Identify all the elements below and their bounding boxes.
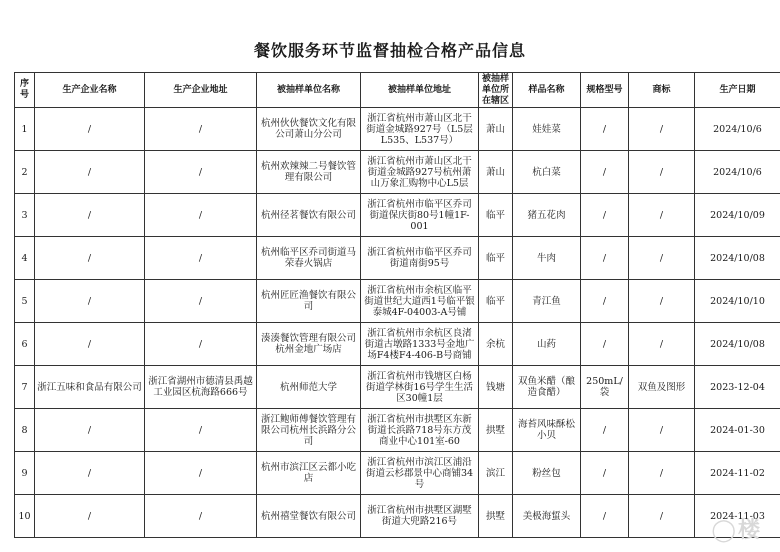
production-date-cell: 2024/10/6 [695, 108, 780, 151]
sampled-unit-address-cell: 浙江省杭州市余杭区良渚街道古墩路1333号金地广场F4楼F4-406-B号商铺 [361, 323, 479, 366]
sampled-unit-address-cell: 浙江省杭州市拱墅区湖墅街道大兜路216号 [361, 495, 479, 538]
sample-name-cell: 美极海蜇头 [513, 495, 581, 538]
producer-address-cell: / [145, 495, 257, 538]
sampled-unit-address-cell: 浙江省杭州市钱塘区白杨街道学林街16号学生生活区30幢1层 [361, 366, 479, 409]
column-header: 样品名称 [513, 73, 581, 108]
producer-name-cell: / [35, 323, 145, 366]
sampled-unit-address-cell: 浙江省杭州市拱墅区东新街道长浜路718号东方茂商业中心101室-60 [361, 409, 479, 452]
sample-name-cell: 海苔风味酥松小贝 [513, 409, 581, 452]
trademark-cell: / [629, 452, 695, 495]
sample-name-cell: 粉丝包 [513, 452, 581, 495]
producer-address-cell: / [145, 452, 257, 495]
row-number-cell: 5 [15, 280, 35, 323]
district-cell: 余杭 [479, 323, 513, 366]
producer-address-cell: / [145, 409, 257, 452]
sample-name-cell: 猪五花肉 [513, 194, 581, 237]
spec-cell: / [581, 452, 629, 495]
column-header: 商标 [629, 73, 695, 108]
spec-cell: / [581, 323, 629, 366]
sampled-unit-name-cell: 杭州匠匠渔餐饮有限公司 [257, 280, 361, 323]
row-number-cell: 2 [15, 151, 35, 194]
table-row [15, 495, 780, 538]
sampled-unit-address-cell: 浙江省杭州市萧山区北干街道金城路927号杭州萧山万象汇购物中心L5层 [361, 151, 479, 194]
sampled-unit-address-cell: 浙江省杭州市余杭区临平街道世纪大道西1号临平银泰城4F-04003-A号铺 [361, 280, 479, 323]
table-row [15, 151, 780, 194]
trademark-cell: / [629, 151, 695, 194]
table-row [15, 323, 780, 366]
column-header: 被抽样单位地址 [361, 73, 479, 108]
row-number-cell: 9 [15, 452, 35, 495]
sample-name-cell: 娃娃菜 [513, 108, 581, 151]
production-date-cell: 2024/10/09 [695, 194, 780, 237]
spec-cell: / [581, 237, 629, 280]
inspection-table [14, 72, 780, 538]
district-cell: 萧山 [479, 151, 513, 194]
producer-name-cell: / [35, 495, 145, 538]
row-number-cell: 1 [15, 108, 35, 151]
trademark-cell: / [629, 108, 695, 151]
producer-address-cell: / [145, 323, 257, 366]
producer-address-cell: / [145, 108, 257, 151]
spec-cell: / [581, 409, 629, 452]
production-date-cell: 2024/10/08 [695, 237, 780, 280]
row-number-cell: 3 [15, 194, 35, 237]
table-body [15, 108, 780, 538]
producer-name-cell: / [35, 194, 145, 237]
district-cell: 拱墅 [479, 495, 513, 538]
district-cell: 临平 [479, 280, 513, 323]
spec-cell: / [581, 108, 629, 151]
spec-cell: 250mL/袋 [581, 366, 629, 409]
sampled-unit-name-cell: 杭州伙伙餐饮文化有限公司萧山分公司 [257, 108, 361, 151]
spec-cell: / [581, 151, 629, 194]
sampled-unit-name-cell: 杭州师范大学 [257, 366, 361, 409]
trademark-cell: / [629, 495, 695, 538]
column-header: 生产企业地址 [145, 73, 257, 108]
watermark-logo: ◯楼 [711, 518, 762, 543]
sampled-unit-address-cell: 浙江省杭州市滨江区浦沿街道云杉郡景中心商铺34号 [361, 452, 479, 495]
producer-address-cell: / [145, 194, 257, 237]
sample-name-cell: 牛肉 [513, 237, 581, 280]
column-header: 序号 [15, 73, 35, 108]
sampled-unit-address-cell: 浙江省杭州市临平区乔司街道南街95号 [361, 237, 479, 280]
district-cell: 临平 [479, 237, 513, 280]
row-number-cell: 10 [15, 495, 35, 538]
page-title: 餐饮服务环节监督抽检合格产品信息 [253, 41, 526, 60]
producer-address-cell: / [145, 237, 257, 280]
producer-name-cell: / [35, 280, 145, 323]
spec-cell: / [581, 495, 629, 538]
sampled-unit-address-cell: 浙江省杭州市萧山区北干街道金城路927号（L5层L535、L537号） [361, 108, 479, 151]
sampled-unit-name-cell: 浙江鲍师傅餐饮管理有限公司杭州长浜路分公司 [257, 409, 361, 452]
producer-name-cell: / [35, 452, 145, 495]
production-date-cell: 2024/10/08 [695, 323, 780, 366]
production-date-cell: 2023-12-04 [695, 366, 780, 409]
producer-address-cell: / [145, 280, 257, 323]
sampled-unit-name-cell: 杭州径茗餐饮有限公司 [257, 194, 361, 237]
trademark-cell: / [629, 237, 695, 280]
trademark-cell: / [629, 323, 695, 366]
column-header: 生产企业名称 [35, 73, 145, 108]
district-cell: 滨江 [479, 452, 513, 495]
producer-address-cell: / [145, 151, 257, 194]
sampled-unit-name-cell: 杭州欢辣辣二号餐饮管理有限公司 [257, 151, 361, 194]
trademark-cell: / [629, 409, 695, 452]
district-cell: 萧山 [479, 108, 513, 151]
column-header: 生产日期 [695, 73, 780, 108]
producer-name-cell: / [35, 409, 145, 452]
producer-name-cell: / [35, 108, 145, 151]
header-row [15, 73, 780, 108]
table-row [15, 366, 780, 409]
row-number-cell: 8 [15, 409, 35, 452]
trademark-cell: / [629, 194, 695, 237]
table-row [15, 452, 780, 495]
producer-name-cell: / [35, 237, 145, 280]
spec-cell: / [581, 194, 629, 237]
production-date-cell: 2024/10/10 [695, 280, 780, 323]
sample-name-cell: 双鱼米醋（酿造食醋） [513, 366, 581, 409]
spec-cell: / [581, 280, 629, 323]
district-cell: 钱塘 [479, 366, 513, 409]
table-row [15, 237, 780, 280]
sampled-unit-address-cell: 浙江省杭州市临平区乔司街道保庆街80号1幢1F-001 [361, 194, 479, 237]
sampled-unit-name-cell: 湊湊餐饮管理有限公司杭州金地广场店 [257, 323, 361, 366]
trademark-cell: 双鱼及图形 [629, 366, 695, 409]
production-date-cell: 2024-11-02 [695, 452, 780, 495]
table-row [15, 194, 780, 237]
sample-name-cell: 山药 [513, 323, 581, 366]
row-number-cell: 4 [15, 237, 35, 280]
column-header: 被抽样单位所在辖区 [479, 73, 513, 108]
sampled-unit-name-cell: 杭州临平区乔司街道马荣春火锅店 [257, 237, 361, 280]
sampled-unit-name-cell: 杭州市滨江区云都小吃店 [257, 452, 361, 495]
table-row [15, 108, 780, 151]
producer-address-cell: 浙江省湖州市德清县禹越工业园区杭海路666号 [145, 366, 257, 409]
table-row [15, 409, 780, 452]
district-cell: 拱墅 [479, 409, 513, 452]
row-number-cell: 6 [15, 323, 35, 366]
sampled-unit-name-cell: 杭州禧堂餐饮有限公司 [257, 495, 361, 538]
production-date-cell: 2024-01-30 [695, 409, 780, 452]
column-header: 规格型号 [581, 73, 629, 108]
producer-name-cell: 浙江五味和食品有限公司 [35, 366, 145, 409]
production-date-cell: 2024-11-03 [695, 495, 780, 538]
sample-name-cell: 杭白菜 [513, 151, 581, 194]
column-header: 被抽样单位名称 [257, 73, 361, 108]
sample-name-cell: 青江鱼 [513, 280, 581, 323]
producer-name-cell: / [35, 151, 145, 194]
district-cell: 临平 [479, 194, 513, 237]
table-row [15, 280, 780, 323]
row-number-cell: 7 [15, 366, 35, 409]
production-date-cell: 2024/10/6 [695, 151, 780, 194]
trademark-cell: / [629, 280, 695, 323]
